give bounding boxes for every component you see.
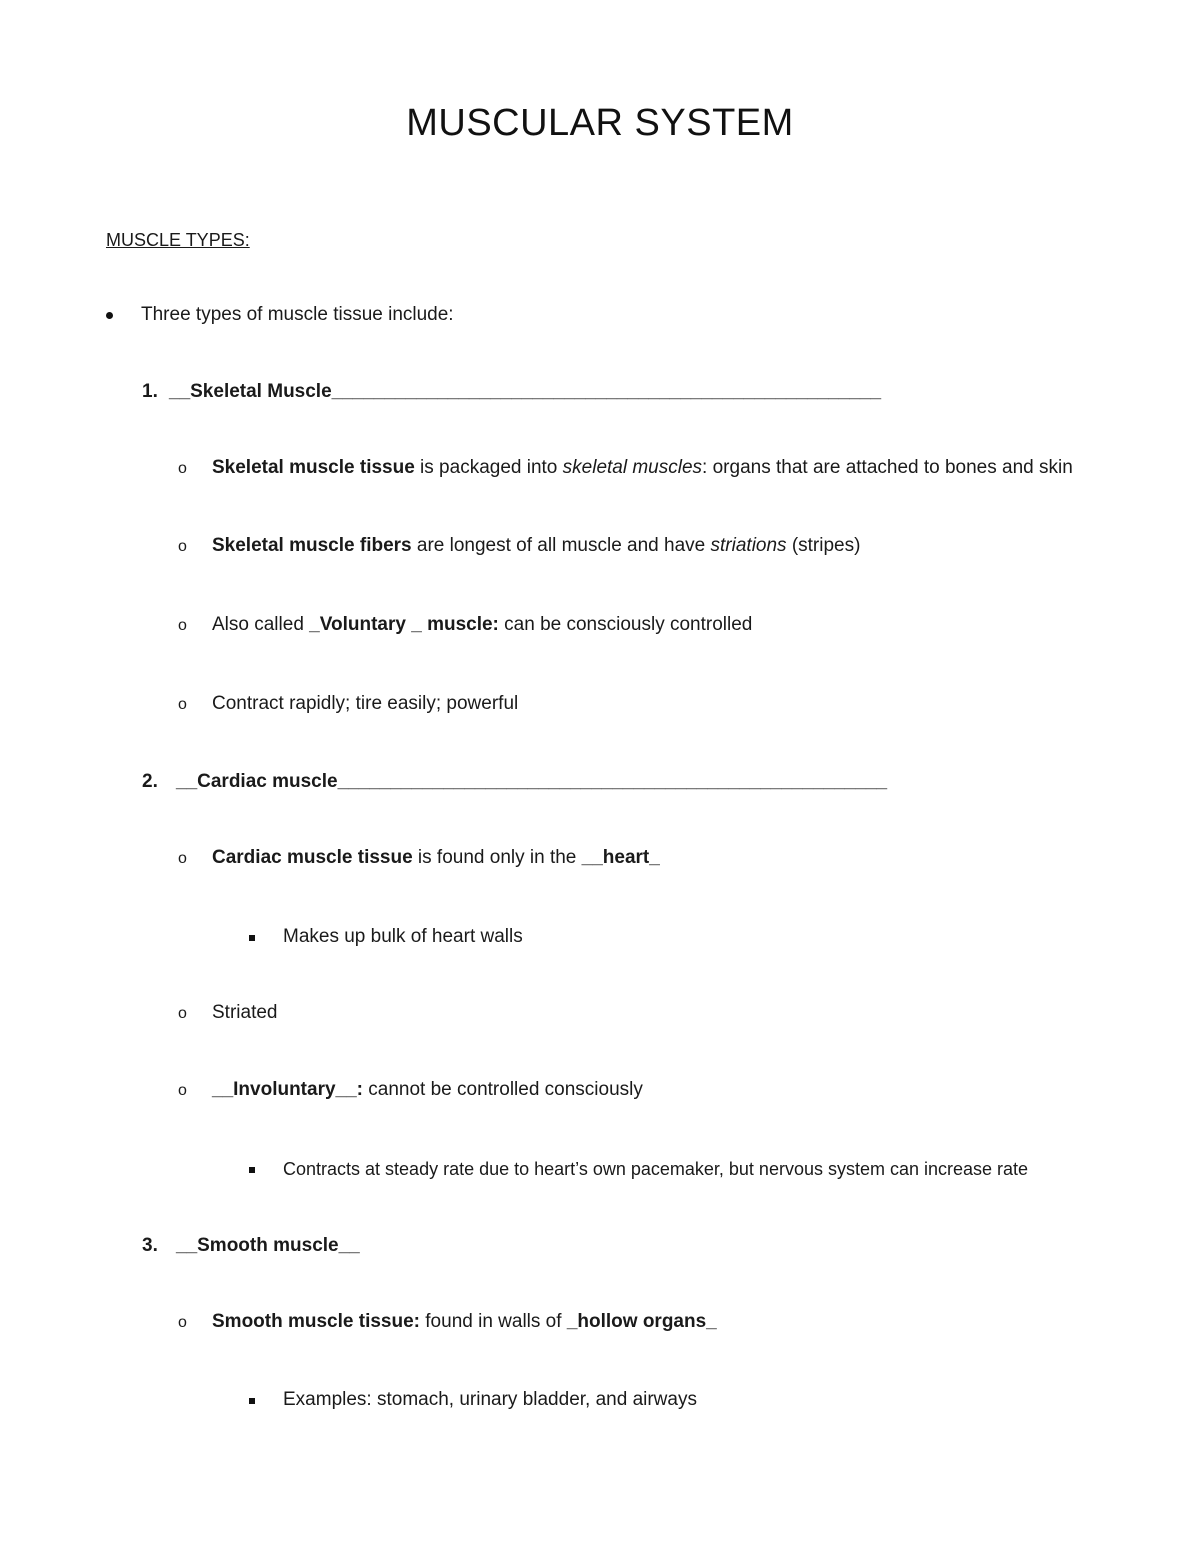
- circle-bullet-icon: o: [178, 1314, 187, 1331]
- text: Examples: stomach, urinary bladder, and airways: [283, 1389, 697, 1410]
- text: Contract rapidly; tire easily; powerful: [212, 693, 519, 714]
- list-item: [249, 1388, 1149, 1412]
- square-bullet-icon: [249, 1167, 255, 1173]
- text: Striated: [212, 1002, 278, 1023]
- circle-bullet-icon: o: [178, 1082, 187, 1099]
- text: Makes up bulk of heart walls: [283, 926, 523, 947]
- circle-bullet-icon: o: [178, 460, 187, 477]
- text: is packaged into: [414, 457, 563, 478]
- circle-bullet-icon: o: [178, 696, 187, 713]
- text: : organs that are attached to bones and skin: [702, 457, 1073, 478]
- bullet-disc-icon: [106, 312, 113, 319]
- list-number: 2.: [142, 771, 158, 792]
- list-item: [178, 456, 1098, 480]
- text: can be consciously controlled: [498, 614, 753, 635]
- term: Cardiac muscle tissue: [212, 847, 413, 868]
- list-item: [178, 613, 1098, 637]
- list-item: [178, 846, 1098, 870]
- text: found in walls of: [420, 1311, 567, 1332]
- term: _Voluntary _ muscle:: [309, 614, 499, 635]
- term: Skeletal muscle fibers: [212, 535, 412, 556]
- circle-bullet-icon: o: [178, 538, 187, 555]
- fill-in-answer: _hollow organs_: [566, 1311, 717, 1332]
- intro-list-item: [106, 303, 706, 327]
- text: are longest of all muscle and have: [411, 535, 711, 556]
- text: Contracts at steady rate due to heart’s own pacemaker, but nervous system can increase rate: [283, 1159, 1029, 1179]
- list-number: 1.: [142, 381, 158, 402]
- term: Smooth muscle tissue:: [212, 1311, 420, 1332]
- muscle-type-skeletal: [142, 380, 882, 404]
- text: cannot be controlled consciously: [363, 1079, 643, 1100]
- section-heading: MUSCLE TYPES:: [106, 230, 250, 250]
- muscle-type-name: __Skeletal Muscle____________________________________________________: [169, 381, 882, 402]
- fill-in-answer: __Involuntary__:: [212, 1079, 363, 1100]
- list-item: [178, 1310, 1098, 1334]
- circle-bullet-icon: o: [178, 850, 187, 867]
- square-bullet-icon: [249, 1398, 255, 1404]
- square-bullet-icon: [249, 935, 255, 941]
- muscle-type-smooth: [142, 1234, 862, 1258]
- intro-text: Three types of muscle tissue include:: [141, 304, 454, 325]
- text: (stripes): [786, 535, 861, 556]
- list-item: [178, 692, 1098, 716]
- muscle-type-name: __Smooth muscle__: [176, 1235, 360, 1256]
- circle-bullet-icon: o: [178, 617, 187, 634]
- text: Also called: [212, 614, 310, 635]
- muscle-type-cardiac: [142, 770, 888, 794]
- circle-bullet-icon: o: [178, 1005, 187, 1022]
- list-item: [178, 534, 1098, 558]
- list-item: [178, 1001, 1098, 1025]
- italic-term: striations: [710, 535, 787, 556]
- italic-term: skeletal muscles: [562, 457, 703, 478]
- list-item: [249, 1157, 1149, 1181]
- fill-in-answer: __heart_: [581, 847, 660, 868]
- list-item: [249, 925, 1149, 949]
- muscle-type-name: __Cardiac muscle____________________________________________________: [176, 771, 888, 792]
- term: Skeletal muscle tissue: [212, 457, 415, 478]
- list-number: 3.: [142, 1235, 158, 1256]
- page-title: MUSCULAR SYSTEM: [406, 102, 794, 144]
- list-item: [178, 1078, 1098, 1102]
- text: is found only in the: [412, 847, 582, 868]
